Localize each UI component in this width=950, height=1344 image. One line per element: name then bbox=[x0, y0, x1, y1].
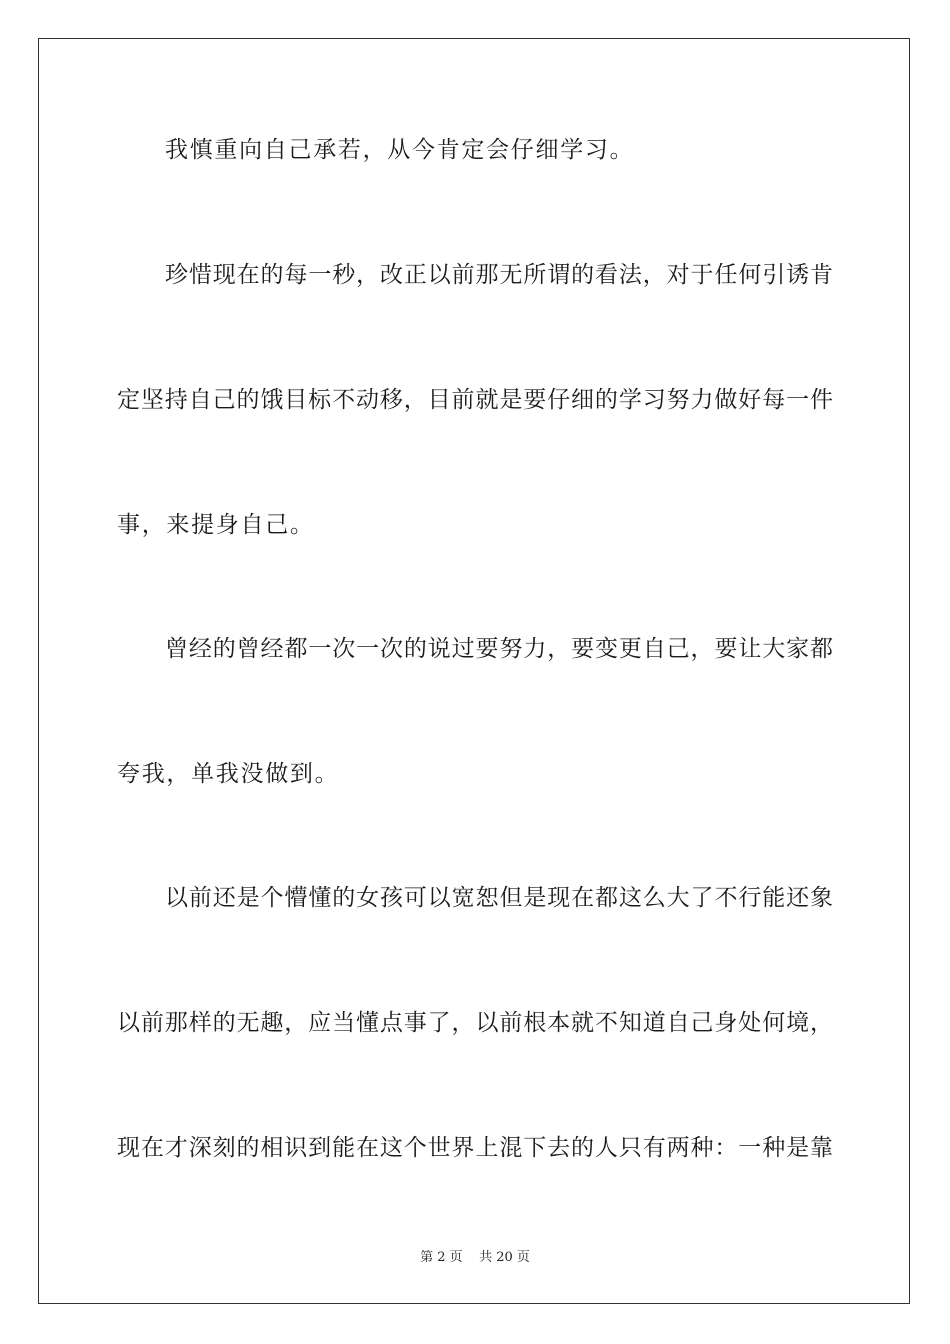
text-line-8: 以前那样的无趣，应当懂点事了，以前根本就不知道自己身处何境， bbox=[117, 1010, 833, 1036]
text-line-7: 以前还是个懵懂的女孩可以宽恕但是现在都这么大了不行能还象 bbox=[165, 885, 833, 911]
text-line-4: 事，来提身自己。 bbox=[117, 512, 315, 538]
text-line-3: 定坚持自己的饿目标不动移，目前就是要仔细的学习努力做好每一件 bbox=[117, 387, 833, 413]
text-line-5: 曾经的曾经都一次一次的说过要努力，要变更自己，要让大家都 bbox=[165, 636, 833, 662]
text-line-9: 现在才深刻的相识到能在这个世界上混下去的人只有两种：一种是靠 bbox=[117, 1135, 833, 1161]
text-line-1: 我慎重向自己承若，从今肯定会仔细学习。 bbox=[165, 137, 635, 163]
text-line-2: 珍惜现在的每一秒，改正以前那无所谓的看法，对于任何引诱肯 bbox=[165, 262, 833, 288]
page-number-footer: 第 2 页 共 20 页 bbox=[420, 1250, 530, 1265]
text-line-6: 夸我，单我没做到。 bbox=[117, 761, 340, 787]
page-border bbox=[38, 38, 910, 1304]
